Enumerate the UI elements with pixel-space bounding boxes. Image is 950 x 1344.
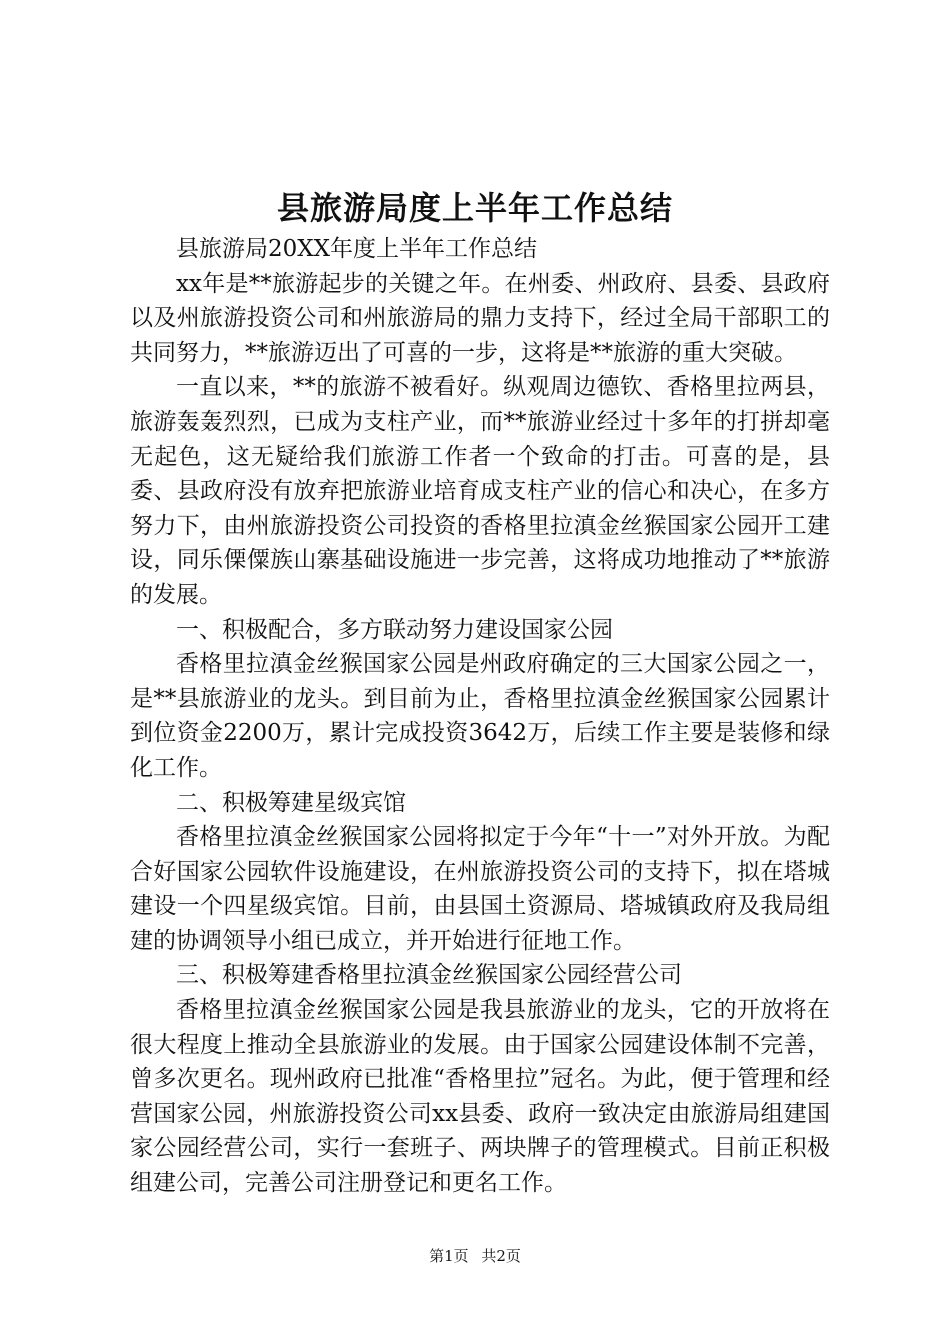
paragraph-section-3: 香格里拉滇金丝猴国家公园是我县旅游业的龙头，它的开放将在很大程度上推动全县旅游业的发展。由于国家公园建设体制不完善，曾多次更名。现州政府已批准“香格里拉”冠名。为此，便于管理和经营国家公园，州旅游投资公司xx县委、政府一致决定由旅游局组建国家公园经营公司，实行一套班子、两块牌子的管理模式。目前正积极组建公司，完善公司注册登记和更名工作。 bbox=[130, 997, 830, 1197]
paragraph-background: 一直以来，**的旅游不被看好。纵观周边德钦、香格里拉两县，旅游轰轰烈烈，已成为支柱产业，而**旅游业经过十多年的打拼却毫无起色，这无疑给我们旅游工作者一个致命的打击。可喜的是，县委、县政府没有放弃把旅游业培育成支柱产业的信心和决心，在多方努力下，由州旅游投资公司投资的香格里拉滇金丝猴国家公园开工建设，同乐傈僳族山寨基础设施进一步完善，这将成功地推动了**旅游的发展。 bbox=[130, 374, 830, 608]
section-heading-1: 一、积极配合，多方联动努力建设国家公园 bbox=[176, 616, 613, 643]
section-heading-3: 三、积极筹建香格里拉滇金丝猴国家公园经营公司 bbox=[176, 962, 682, 989]
paragraph-section-1: 香格里拉滇金丝猴国家公园是州政府确定的三大国家公园之一，是**县旅游业的龙头。到目前为止，香格里拉滇金丝猴国家公园累计到位资金2200万，累计完成投资3642万，后续工作主要是装修和绿化工作。 bbox=[130, 651, 830, 781]
page-total: 共2页 bbox=[481, 1247, 521, 1265]
document-title: 县旅游局度上半年工作总结 bbox=[276, 189, 673, 227]
page-number: 第1页 bbox=[429, 1247, 469, 1265]
paragraph-intro: xx年是**旅游起步的关键之年。在州委、州政府、县委、县政府以及州旅游投资公司和州旅游局的鼎力支持下，经过全局干部职工的共同努力，**旅游迈出了可喜的一步，这将是**旅游的重大突破。 bbox=[130, 270, 830, 366]
paragraph-section-2: 香格里拉滇金丝猴国家公园将拟定于今年“十一”对外开放。为配合好国家公园软件设施建设，在州旅游投资公司的支持下，拟在塔城建设一个四星级宾馆。目前，由县国土资源局、塔城镇政府及我局组建的协调领导小组已成立，并开始进行征地工作。 bbox=[130, 824, 830, 954]
document-body bbox=[130, 232, 830, 1201]
page-footer bbox=[0, 1246, 950, 1266]
section-heading-2: 二、积极筹建星级宾馆 bbox=[176, 789, 406, 816]
paragraph-subtitle: 县旅游局20XX年度上半年工作总结 bbox=[176, 236, 538, 262]
